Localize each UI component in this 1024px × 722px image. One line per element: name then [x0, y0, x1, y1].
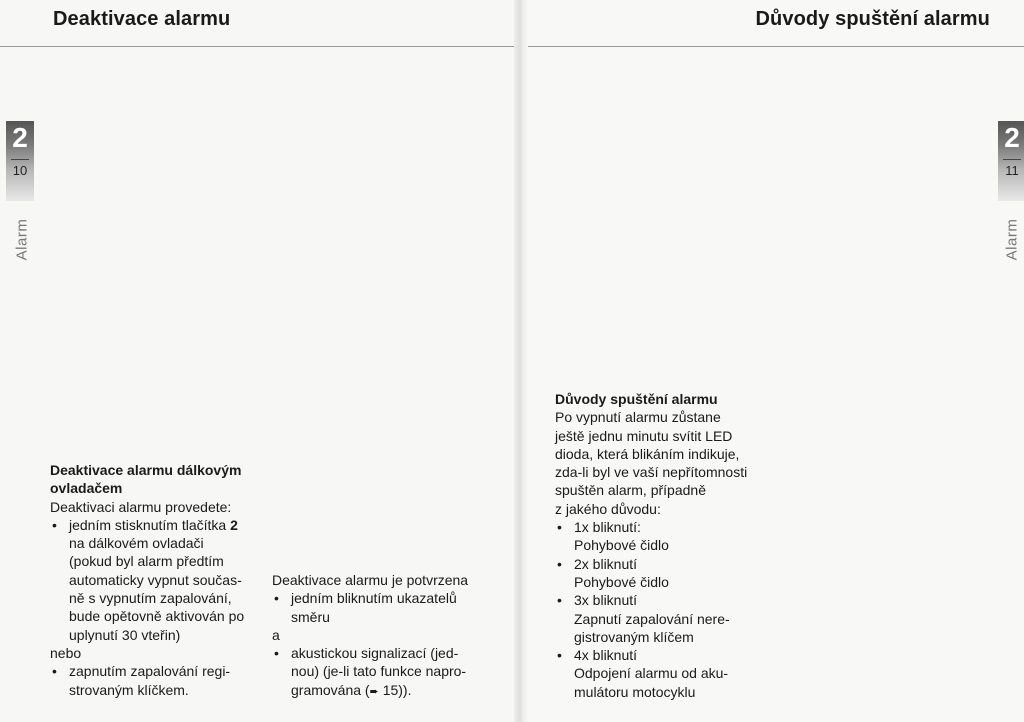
- right-side-label: [998, 214, 1024, 264]
- reason-item-3-count: • 3x bliknutí: [574, 592, 638, 609]
- reasons-heading: Důvody spuštění alarmu: [555, 391, 718, 407]
- left-header-rule: [0, 46, 514, 47]
- confirm-bullet-2-line3: [291, 681, 512, 701]
- remote-connector: nebo: [50, 644, 82, 661]
- remote-bullet-list-2: [50, 662, 265, 699]
- reason-item-1-text: Pohybové čidlo: [574, 537, 669, 554]
- confirm-bullet-2: [272, 644, 512, 701]
- reasons-intro-line6: z jakého důvodu:: [555, 500, 661, 517]
- confirm-bullet-2-line3-text: gramována (: [291, 681, 370, 698]
- remote-bullet-1-line2: na dálkovém ovladači: [69, 535, 204, 552]
- reasons-intro-line4: zda-li byl ve vaší nepřítomnosti: [555, 464, 748, 481]
- reason-item-1: [555, 518, 795, 555]
- remote-bullet-1: [50, 516, 265, 644]
- remote-deactivation-section: [50, 461, 265, 699]
- left-tab-divider: [11, 159, 29, 160]
- reason-item-4-count: • 4x bliknutí: [574, 647, 638, 664]
- text: jedním stisknutím tlačítka 2: [69, 516, 238, 533]
- remote-bullet-1-line7: uplynutí 30 vteřin): [69, 626, 181, 643]
- confirm-bullet-2-line2: nou) (je-li tato funkce napro-: [291, 663, 467, 680]
- confirm-connector: a: [272, 626, 280, 643]
- reason-item-3-text-line1: Zapnutí zapalování nere-: [574, 610, 730, 627]
- remote-bullet-2-line1: • zapnutím zapalování regi-: [69, 663, 231, 680]
- page-reference-arrow-icon: ➨: [369, 685, 379, 698]
- reasons-intro-line2: ještě jednu minutu svítit LED: [555, 427, 733, 444]
- reason-item-4-text-line2: mulátoru motocyklu: [574, 683, 696, 700]
- reason-item-4-text-line1: Odpojení alarmu od aku-: [574, 665, 729, 682]
- right-chapter-number: 2: [1004, 122, 1020, 153]
- reason-item-2: [555, 555, 795, 592]
- left-page-number: 10: [12, 163, 28, 178]
- right-page-number: 11: [1005, 163, 1019, 178]
- reason-item-4: [555, 646, 795, 701]
- left-page-title: Deaktivace alarmu: [53, 8, 231, 30]
- confirm-bullet-1: [272, 589, 512, 626]
- reason-item-3: [555, 591, 795, 646]
- reasons-list: [555, 518, 795, 701]
- remote-bullet-2-line2: strovaným klíčkem.: [69, 681, 189, 698]
- remote-heading: [50, 461, 265, 498]
- reasons-intro: [555, 408, 795, 518]
- alarm-reasons-section: [555, 390, 795, 701]
- confirm-bullet-list-2: [272, 644, 512, 701]
- confirm-intro: Deaktivace alarmu je potvrzena: [272, 572, 469, 588]
- right-chapter-tab: [998, 121, 1024, 201]
- reason-item-1-count: • 1x bliknutí:: [574, 519, 641, 536]
- remote-bullet-1-line4: automaticky vypnut součas-: [69, 571, 242, 588]
- confirmation-section: [272, 571, 512, 701]
- button-number: 2: [230, 516, 238, 533]
- remote-bullet-1-line1: [69, 516, 265, 534]
- reason-item-2-count: • 2x bliknutí: [574, 555, 638, 572]
- reasons-intro-line1: Po vypnutí alarmu zůstane: [555, 409, 721, 426]
- book-gutter: [514, 0, 528, 722]
- right-page-title: Důvody spuštění alarmu: [755, 8, 990, 30]
- left-side-label: [8, 214, 36, 264]
- confirm-bullet-2-line1: • akustickou signalizací (jed-: [291, 645, 459, 662]
- confirm-bullet-2-ref-tail: 15)).: [378, 681, 412, 698]
- right-side-label-text: Alarm: [1003, 218, 1021, 260]
- remote-bullet-list-1: [50, 516, 265, 644]
- right-tab-divider: [1003, 159, 1021, 160]
- confirm-bullet-list-1: [272, 589, 512, 626]
- remote-bullet-2: [50, 662, 265, 699]
- remote-bullet-1-line5: ně s vypnutím zapalování,: [69, 590, 232, 607]
- confirm-bullet-1-line1: • jedním bliknutím ukazatelů: [291, 590, 457, 607]
- remote-heading-line1: Deaktivace alarmu dálkovým: [50, 462, 242, 478]
- left-chapter-number: 2: [12, 122, 28, 153]
- remote-bullet-1-line3: (pokud byl alarm předtím: [69, 553, 224, 570]
- reason-item-3-text-line2: gistrovaným klíčem: [574, 628, 694, 645]
- left-side-label-text: Alarm: [13, 218, 31, 260]
- reasons-intro-line3: dioda, která blikáním indikuje,: [555, 445, 740, 462]
- remote-heading-line2: ovladačem: [50, 480, 123, 497]
- reason-item-2-text: Pohybové čidlo: [574, 573, 669, 590]
- remote-intro: Deaktivaci alarmu provedete:: [50, 498, 232, 515]
- right-header-rule: [528, 46, 1024, 47]
- remote-bullet-1-line6: bude opětovně aktivován po: [69, 608, 245, 625]
- right-page: [520, 0, 1024, 722]
- left-chapter-tab: [6, 121, 34, 201]
- confirm-bullet-1-line2: směru: [291, 608, 330, 625]
- reasons-intro-line5: spuštěn alarm, případně: [555, 482, 706, 499]
